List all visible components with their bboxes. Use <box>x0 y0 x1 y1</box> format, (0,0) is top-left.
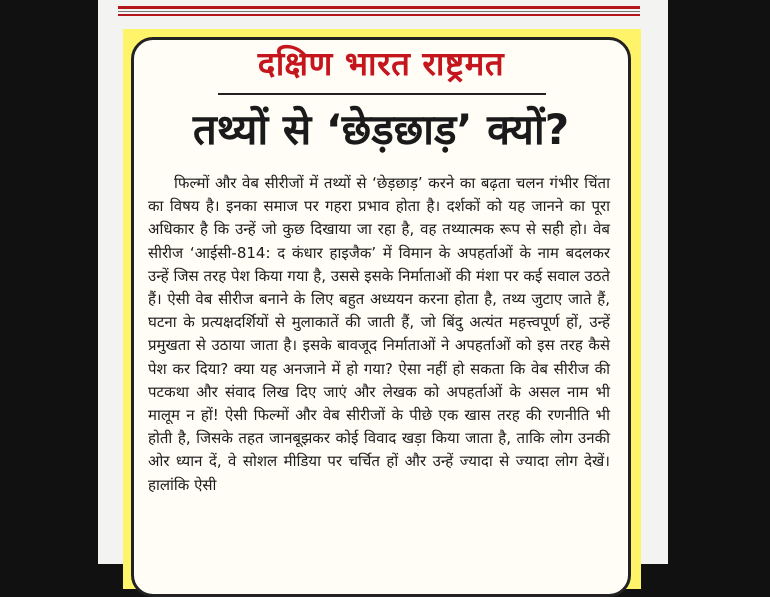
editorial-headline: तथ्यों से ‘छेड़छाड़’ क्यों? <box>192 105 570 154</box>
top-rule <box>118 14 640 16</box>
top-rule <box>118 6 640 9</box>
editorial-card <box>131 37 631 597</box>
editorial-body: फिल्मों और वेब सीरीजों में तथ्यों से ‘छेड़छाड़’ करने का बढ़ता चलन गंभीर चिंता का विषय है। इनका समाज पर गहरा प्रभाव होता है। दर्शकों को यह जानने का पूरा अधिकार है कि उन्हें जो कुछ दिखाया जा रहा है, वह तथ्यात्मक रूप से सही हो। वेब सीरीज ‘आईसी-814: द कंधार हाइजैक’ में विमान के अपहर्ताओं के नाम बदलकर उन्हें जिस तरह पेश किया गया है, उससे इसके निर्माताओं की मंशा पर कई सवाल उठते हैं। ऐसी वेब सीरीज बनाने के लिए बहुत अध्ययन करना होता है, तथ्य जुटाए जाते हैं, घटना के प्रत्यक्षदर्शियों से मुलाकातें की जाती हैं, जो बिंदु अत्यंत महत्त्वपूर्ण हों, उन्हें प्रमुखता से उठाया जाता है। इसके बावजूद निर्माताओं ने अपहर्ताओं को इस तरह कैसे पेश कर दिया? क्या यह अनजाने में हो गया? ऐसा नहीं हो सकता कि वेब सीरीज की पटकथा और संवाद लिख दिए जाएं और लेखक को अपहर्ताओं के असल नाम भी मालूम न हों! ऐसी फिल्मों और वेब सीरीजों के पीछे एक खास तरह की रणनीति भी होती है, जिसके तहत जानबूझकर कोई विवाद खड़ा किया जाता है, ताकि लोग उनकी ओर ध्यान दें, वे सोशल मीडिया पर चर्चित हों और उन्हें ज्यादा से ज्यादा लोग देखें। हालांकि ऐसी <box>148 174 610 494</box>
editorial-box <box>123 29 641 589</box>
newspaper-page <box>98 0 668 564</box>
top-rule-thin <box>118 11 640 12</box>
masthead-title: दक्षिण भारत राष्ट्रमत <box>257 44 505 83</box>
masthead-divider <box>218 93 546 95</box>
